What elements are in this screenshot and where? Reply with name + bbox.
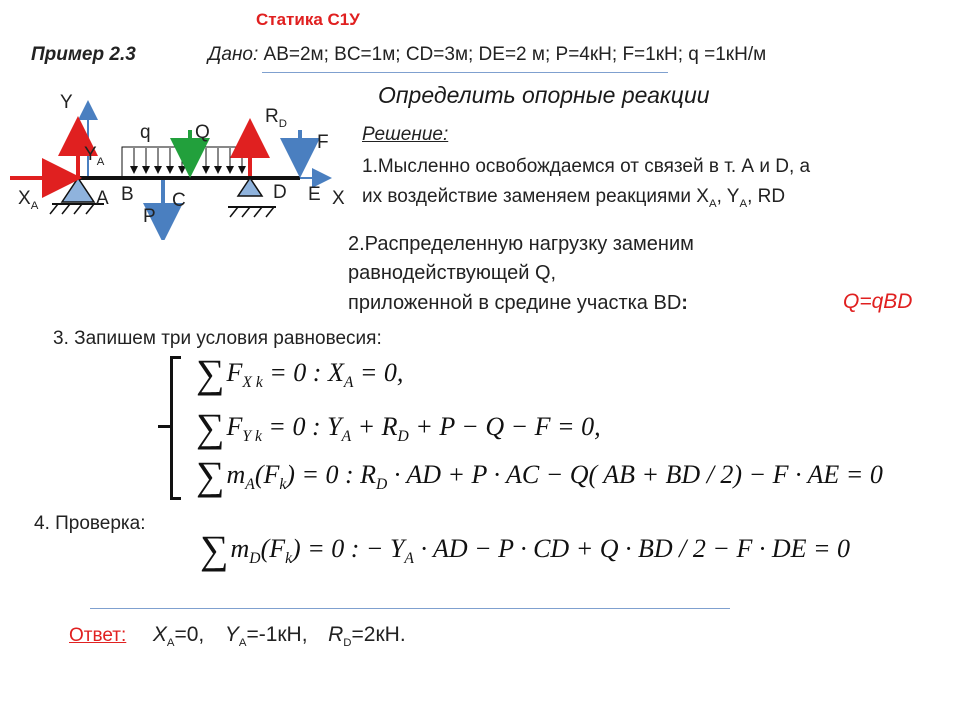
slide-title: Статика С1У	[256, 10, 360, 29]
step2-line1: 2.Распределенную нагрузку заменим	[348, 233, 694, 255]
label-xa: $X_A$	[18, 188, 39, 212]
step1-line1: 1.Мысленно освобождаемся от связей в т. А и D, а	[362, 156, 811, 177]
given-data	[208, 44, 766, 66]
example-number: Пример 2.3	[31, 44, 136, 65]
answer-separator	[90, 608, 730, 609]
label-resultant-q: Q	[195, 122, 210, 143]
task-statement: Определить опорные реакции	[378, 82, 710, 108]
support-d	[238, 178, 262, 196]
system-brace-tip	[158, 425, 170, 428]
equation-sum-x: $\sum F_{X k} = 0$ : $X_A = 0$,	[196, 351, 404, 396]
label-point-b: B	[121, 184, 134, 205]
answer-label: Ответ:	[69, 625, 127, 646]
equation-sum-y: $\sum F_{Y k} = 0$ : $Y_A + R_D + P - Q - F = 0$,	[196, 405, 601, 450]
step1-line2: их воздействие заменяем реакциями $X_A$, $Y_A$, RD	[362, 186, 786, 210]
system-brace	[170, 356, 181, 500]
beam-diagram	[0, 80, 350, 240]
q-formula: Q=qBD	[843, 290, 913, 313]
label-y-axis: Y	[60, 92, 73, 113]
step3-heading: 3. Запишем три условия равновесия:	[53, 328, 382, 349]
ground-d-hatch	[230, 207, 274, 217]
support-a	[62, 178, 94, 202]
label-ya: $Y_A$	[84, 144, 105, 168]
label-x-axis: X	[332, 188, 345, 209]
label-point-d: D	[273, 182, 287, 203]
step2-line3: приложенной в средине участка BD:	[348, 292, 688, 314]
given-underline	[262, 72, 668, 73]
given-label: Дано:	[208, 44, 259, 65]
given-values: AB=2м; BC=1м; CD=3м; DE=2 м; P=4кН; F=1кН; q =1кН/м	[258, 44, 767, 65]
step2-line2: равнодействующей Q,	[348, 262, 557, 284]
distributed-load	[122, 147, 250, 177]
label-point-a: A	[96, 188, 109, 209]
answer-row: Ответ: $X_A=0$, $Y_A=-1кН$, $R_D=2кН$.	[69, 623, 406, 649]
equation-moment-a: $\sum m_A(F_k) = 0$ : $R_D$ · AD + P · AC − Q( AB + BD / 2) − F · AE = 0	[196, 453, 883, 498]
label-rd: $R_D$	[265, 106, 287, 130]
label-point-e: E	[308, 184, 321, 205]
solution-label: Решение:	[362, 124, 449, 145]
label-f: F	[317, 132, 329, 153]
step4-heading: 4. Проверка:	[34, 513, 146, 534]
label-q: q	[140, 122, 151, 143]
label-p: P	[143, 206, 156, 227]
label-point-c: C	[172, 190, 186, 211]
equation-moment-d-check: $\sum m_D(F_k) = 0$ : − $Y_A$ · AD − P · CD + Q · BD / 2 − F · DE = 0	[200, 527, 851, 572]
ground-a-hatch	[50, 204, 94, 214]
